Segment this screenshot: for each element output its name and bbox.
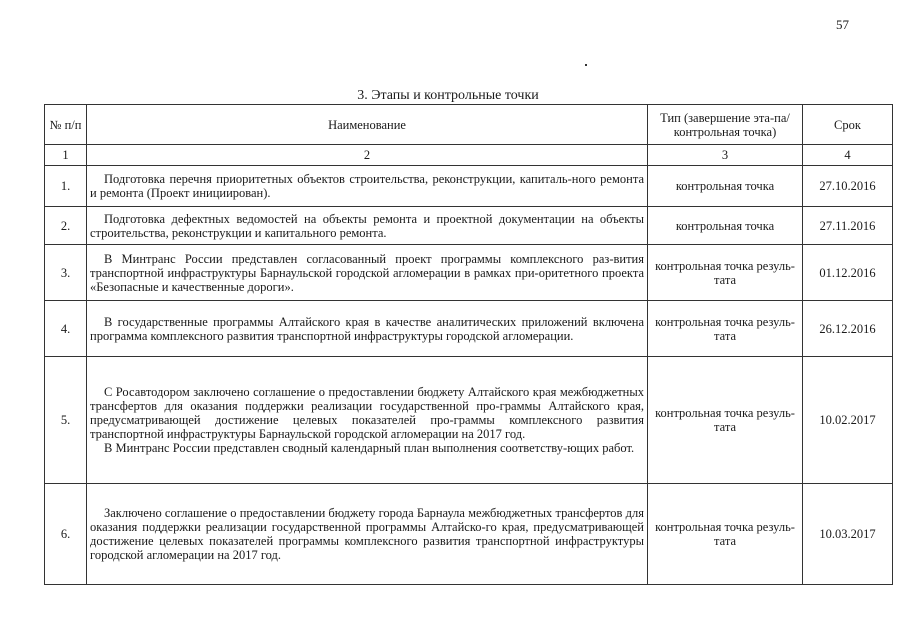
- row-name-paragraph: С Росавтодором заключено соглашение о предоставлении бюджету Алтайского края межбюджетных трансфертов для оказания поддержки реализации государственной про-граммы Алтайского края, предусматривающей достижение целевых показателей про-граммы комплексного развития транспортной инфраструктуры Барнаульской городской агломерации на 2017 год.: [90, 385, 644, 441]
- column-number: 3: [648, 145, 803, 166]
- column-number-row: [45, 145, 893, 166]
- row-name-paragraph: В Минтранс России представлен согласованный проект программы комплексного раз-вития транспортной инфраструктуры Барнаульской городской агломерации в рамках при-оритетного проекта «Безопасные и качественные дороги».: [90, 251, 644, 294]
- row-name-paragraph: Подготовка перечня приоритетных объектов строительства, реконструкции, капиталь-ного ремонта и ремонта (Проект инициирован).: [90, 172, 644, 200]
- row-number: 1.: [45, 166, 87, 207]
- stages-table: [44, 104, 893, 585]
- row-number: 4.: [45, 301, 87, 357]
- row-name: [87, 245, 648, 301]
- column-number: 2: [87, 145, 648, 166]
- row-date: 27.11.2016: [803, 207, 893, 245]
- section-title: 3. Этапы и контрольные точки: [357, 88, 539, 103]
- row-date: 01.12.2016: [803, 245, 893, 301]
- row-type: контрольная точка резуль-тата: [648, 484, 803, 585]
- row-name-paragraph: Подготовка дефектных ведомостей на объекты ремонта и проектной документации на объекты строительства, реконструкции и капитального ремонта.: [90, 211, 644, 240]
- stray-mark: [585, 64, 587, 66]
- header-name: Наименование: [87, 105, 648, 145]
- row-type: контрольная точка резуль-тата: [648, 245, 803, 301]
- row-date: 26.12.2016: [803, 301, 893, 357]
- row-name: [87, 166, 648, 207]
- table-row: [45, 357, 893, 484]
- table-row: [45, 301, 893, 357]
- table-row: [45, 166, 893, 207]
- header-num: № п/п: [45, 105, 87, 145]
- column-number: 4: [803, 145, 893, 166]
- row-number: 2.: [45, 207, 87, 245]
- row-name-paragraph: В государственные программы Алтайского края в качестве аналитических приложений включена программа комплексного развития транспортной инфраструктуры городской агломерации.: [90, 314, 644, 343]
- row-name-paragraph: Заключено соглашение о предоставлении бюджету города Барнаула межбюджетных трансфертов для оказания поддержки реализации государственной программы Алтайско-го края, предусматривающей достижение целевых показателей программы комплексного развития транспортной инфраструктуры городской агломерации на 2017 год.: [90, 506, 644, 562]
- row-name: [87, 484, 648, 585]
- row-type: контрольная точка: [648, 166, 803, 207]
- column-number: 1: [45, 145, 87, 166]
- row-type: контрольная точка резуль-тата: [648, 301, 803, 357]
- row-name: [87, 357, 648, 484]
- row-name: [87, 301, 648, 357]
- row-name-paragraph: В Минтранс России представлен сводный календарный план выполнения соответству-ющих работ.: [104, 441, 635, 455]
- row-date: 10.03.2017: [803, 484, 893, 585]
- header-type: Тип (завершение эта-па/контрольная точка): [648, 105, 803, 145]
- row-number: 6.: [45, 484, 87, 585]
- row-name: [87, 207, 648, 245]
- row-number: 5.: [45, 357, 87, 484]
- row-date: 10.02.2017: [803, 357, 893, 484]
- table-header-row: [45, 105, 893, 145]
- row-date: 27.10.2016: [803, 166, 893, 207]
- header-date: Срок: [803, 105, 893, 145]
- row-type: контрольная точка резуль-тата: [648, 357, 803, 484]
- page-number: 57: [836, 17, 849, 32]
- table-row: [45, 207, 893, 245]
- row-number: 3.: [45, 245, 87, 301]
- table-row: [45, 484, 893, 585]
- table-row: [45, 245, 893, 301]
- row-type: контрольная точка: [648, 207, 803, 245]
